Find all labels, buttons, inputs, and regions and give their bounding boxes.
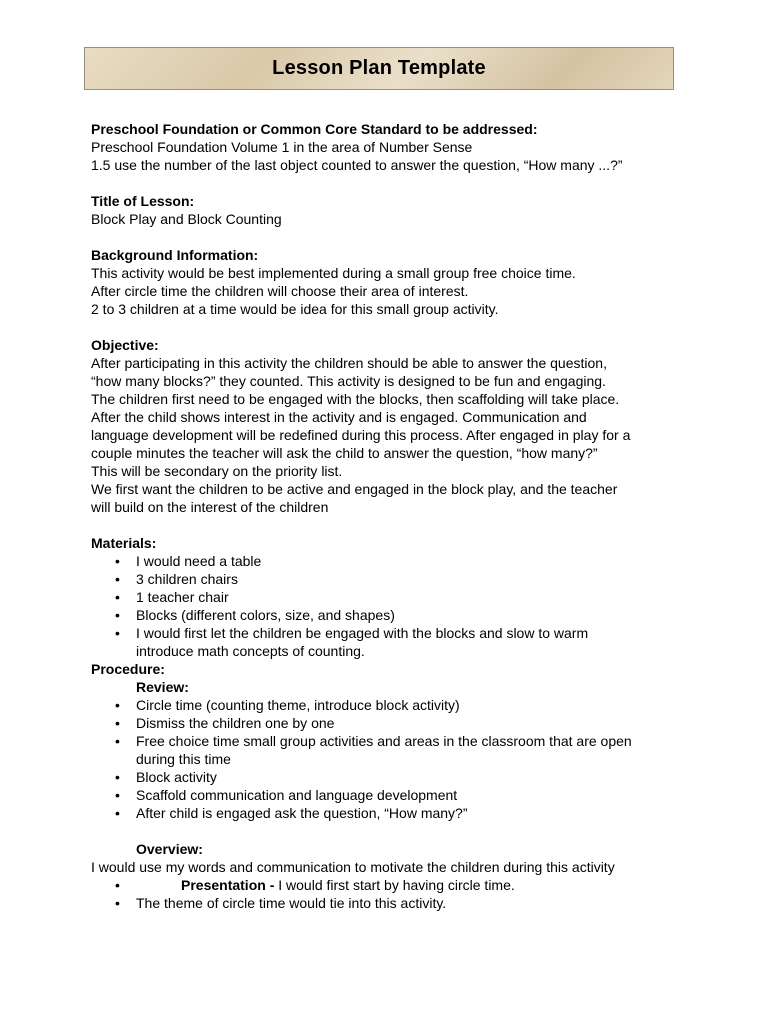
review-heading: Review:	[136, 679, 189, 695]
page-title: Lesson Plan Template	[272, 57, 486, 79]
background-heading: Background Information:	[91, 247, 259, 263]
objective-line-4: After the child shows interest in the activity and is engaged. Communication and	[91, 409, 587, 425]
objective-line-9: will build on the interest of the children	[91, 499, 329, 515]
objective-line-1: After participating in this activity the children should be able to answer the question,	[91, 355, 607, 371]
list-item: • After child is engaged ask the question, “How many?”	[91, 804, 691, 822]
objective-line-6: couple minutes the teacher will ask the child to answer the question, “how many?”	[91, 445, 598, 461]
title-of-lesson-heading: Title of Lesson:	[91, 193, 195, 209]
background-line-1: This activity would be best implemented during a small group free choice time.	[91, 265, 576, 281]
list-item	[91, 876, 691, 894]
document-body	[91, 120, 691, 912]
title-banner	[84, 47, 674, 90]
objective-line-8: We first want the children to be active and engaged in the block play, and the teacher	[91, 481, 618, 497]
list-item: • I would need a table	[91, 552, 691, 570]
title-of-lesson-text: Block Play and Block Counting	[91, 211, 282, 227]
list-item: • Dismiss the children one by one	[91, 714, 691, 732]
procedure-heading: Procedure:	[91, 661, 165, 677]
list-item: • The theme of circle time would tie into this activity.	[91, 894, 691, 912]
objective-line-2: “how many blocks?” they counted. This activity is designed to be fun and engaging.	[91, 373, 606, 389]
list-item: • I would first let the children be engaged with the blocks and slow to warm introduce math concepts of counting.	[91, 624, 691, 660]
materials-list	[91, 552, 691, 660]
procedure-list	[91, 696, 691, 822]
presentation-label: Presentation -	[181, 877, 275, 893]
standard-line-2: 1.5 use the number of the last object counted to answer the question, “How many ...?”	[91, 157, 623, 173]
presentation-list	[91, 876, 691, 912]
list-item: • Scaffold communication and language development	[91, 786, 691, 804]
list-item: • 3 children chairs	[91, 570, 691, 588]
list-item: • Free choice time small group activities and areas in the classroom that are open during this time	[91, 732, 691, 768]
materials-heading: Materials:	[91, 535, 157, 551]
objective-line-3: The children first need to be engaged with the blocks, then scaffolding will take place.	[91, 391, 620, 407]
presentation-text: I would first start by having circle time.	[274, 877, 515, 893]
list-item: • Block activity	[91, 768, 691, 786]
standard-heading: Preschool Foundation or Common Core Standard to be addressed:	[91, 121, 538, 137]
list-item: • Circle time (counting theme, introduce block activity)	[91, 696, 691, 714]
objective-line-5: language development will be redefined during this process. After engaged in play for a	[91, 427, 631, 443]
overview-text: I would use my words and communication to motivate the children during this activity	[91, 859, 615, 875]
objective-heading: Objective:	[91, 337, 159, 353]
overview-heading: Overview:	[136, 841, 203, 857]
list-item: • Blocks (different colors, size, and shapes)	[91, 606, 691, 624]
list-item: • 1 teacher chair	[91, 588, 691, 606]
standard-line-1: Preschool Foundation Volume 1 in the area of Number Sense	[91, 139, 473, 155]
background-line-2: After circle time the children will choose their area of interest.	[91, 283, 469, 299]
objective-line-7: This will be secondary on the priority list.	[91, 463, 343, 479]
background-line-3: 2 to 3 children at a time would be idea for this small group activity.	[91, 301, 499, 317]
